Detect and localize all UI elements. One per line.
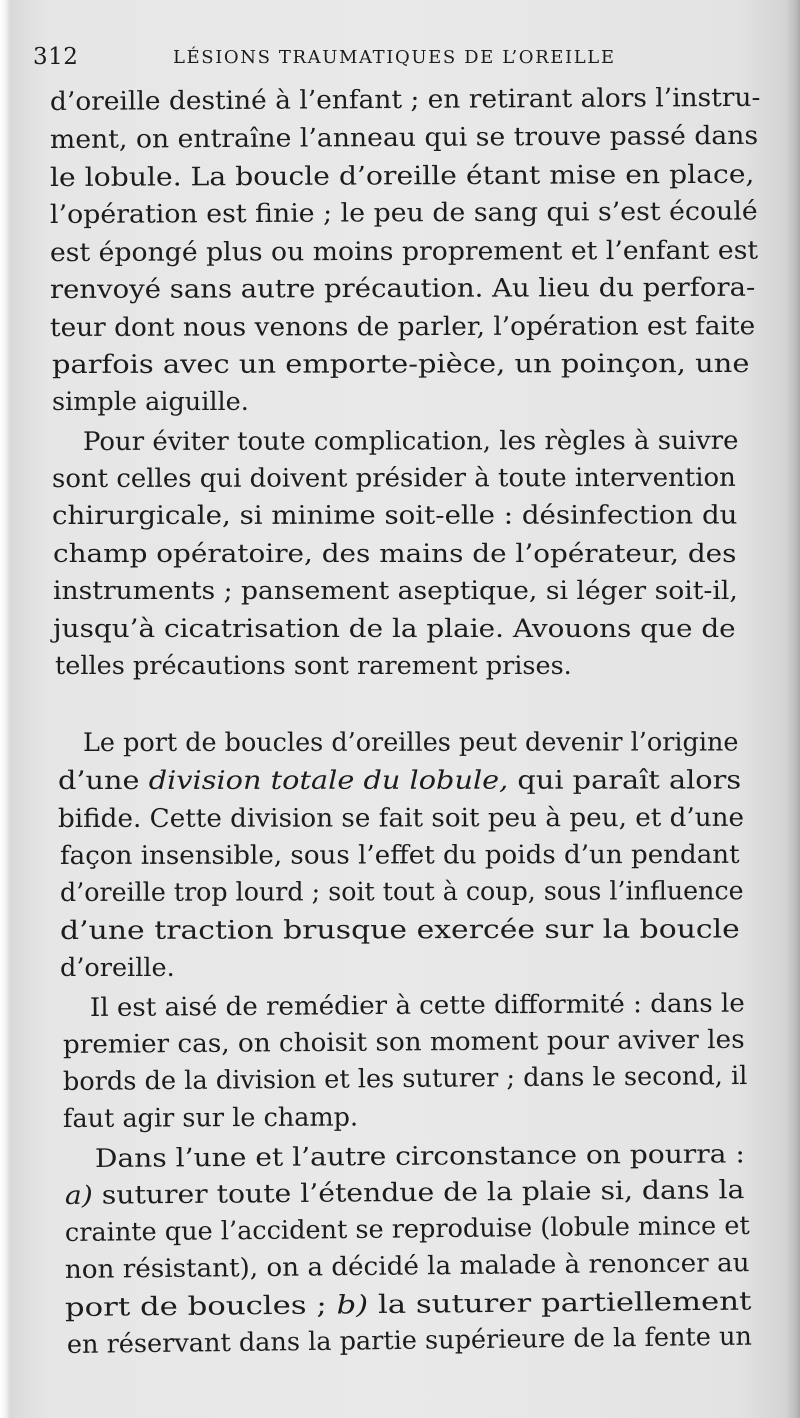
line-text: chirurgicale, si minime soit-elle : désinfection du [51, 500, 738, 531]
text-line [50, 193, 758, 233]
running-head [33, 44, 753, 74]
text-line [83, 423, 739, 460]
line-text: d’oreille. [60, 953, 175, 983]
line-text: en réservant dans la partie supérieure de la fente un [66, 1321, 753, 1360]
page-left-edge [0, 0, 10, 1418]
text-line [53, 536, 736, 572]
italic-text: division totale du lobule, [148, 765, 509, 796]
text-line [58, 800, 744, 837]
text-line [60, 950, 175, 986]
line-text: port de boucles ; [64, 1290, 337, 1323]
text-line [63, 1099, 358, 1137]
line-text: champ opératoire, des mains de l’opérateur, des [53, 539, 737, 569]
line-text: la suturer partiellement [367, 1286, 752, 1321]
text-line [50, 80, 761, 120]
line-text: le lobule. La boucle d’oreille étant mise en place, [49, 159, 755, 193]
line-text: parfois avec un emporte-pièce, un poinçon, une [51, 348, 750, 380]
line-text: Le port de boucles d’oreilles peut devenir l’origine [82, 727, 739, 758]
line-text: qui paraît alors [508, 765, 742, 796]
line-text: faut agir sur le champ. [62, 1102, 359, 1134]
text-line [50, 118, 758, 158]
text-line [60, 911, 740, 949]
line-text: sont celles qui doivent présider à toute intervention [51, 462, 736, 494]
text-line [53, 611, 736, 647]
line-text: d’une [57, 765, 149, 796]
text-line [52, 346, 750, 383]
italic-text: b) [336, 1290, 369, 1321]
text-line [53, 573, 738, 609]
line-text: jusqu’à cicatrisation de la plaie. Avouons que de [53, 614, 736, 644]
line-text: Il est aisé de remédier à cette difformité : dans le [89, 988, 745, 1023]
text-line [50, 270, 755, 308]
text-line [65, 1208, 750, 1251]
text-line [52, 460, 736, 497]
line-text: ment, on entraîne l’anneau qui se trouve passé dans [49, 120, 759, 155]
italic-text: a) [64, 1180, 93, 1211]
line-text: premier cas, on choisit son moment pour aviver les [62, 1024, 745, 1060]
text-line [50, 233, 758, 271]
page-number: 312 [33, 44, 79, 70]
text-line [50, 157, 755, 196]
line-text: Dans l’une et l’autre circonstance on pourra : [94, 1139, 745, 1174]
text-line [65, 1172, 745, 1214]
line-text: d’une traction brusque exercée sur la boucle [59, 914, 740, 946]
text-line [60, 873, 744, 911]
line-text: bords de la division et les suturer ; dans le second, il [62, 1061, 748, 1097]
line-text: teur dont nous venons de parler, l’opération est faite [49, 311, 756, 343]
running-head-title: LÉSIONS TRAUMATIQUES DE L’OREILLE [173, 47, 616, 68]
text-line [63, 1058, 748, 1100]
text-line [58, 762, 741, 799]
line-text: l’opération est finie ; le peu de sang qui s’est écoulé [49, 196, 758, 230]
text-line [67, 1319, 752, 1363]
line-text: renvoyé sans autre précaution. Au lieu du perfora- [49, 272, 756, 305]
text-line [52, 497, 737, 534]
text-line [83, 724, 738, 761]
text-line [65, 1245, 750, 1288]
line-text: crainte que l’accident se reproduise (lobule mince et [64, 1210, 750, 1248]
text-line [50, 308, 755, 346]
line-text: est épongé plus ou moins proprement et l’enfant est [49, 235, 759, 268]
line-text: façon insensible, sous l’effet du poids d’un pendant [59, 839, 740, 871]
text-line [60, 837, 740, 874]
line-text: d’oreille trop lourd ; soit tout à coup, sous l’influence [59, 876, 744, 908]
text-line [63, 1022, 745, 1063]
line-text: simple aiguille. [52, 387, 249, 417]
line-text: bifide. Cette division se fait soit peu à peu, et d’une [57, 802, 745, 834]
line-text: suturer toute l’étendue de la plaie si, dans la [92, 1175, 745, 1211]
line-text: telles précautions sont rarement prises. [55, 651, 572, 681]
text-line [55, 648, 572, 684]
line-text: non résistant), on a décidé la malade à renoncer au [64, 1248, 750, 1285]
text-line [95, 1136, 745, 1177]
text-line [52, 384, 249, 420]
line-text: d’oreille destiné à l’enfant ; en retirant alors l’instru- [49, 82, 761, 117]
page-right-edge [786, 0, 800, 1418]
line-text: Pour éviter toute complication, les règles à suivre [82, 425, 739, 457]
line-text: instruments ; pansement aseptique, si léger soit-il, [53, 576, 738, 606]
text-line [90, 986, 745, 1026]
